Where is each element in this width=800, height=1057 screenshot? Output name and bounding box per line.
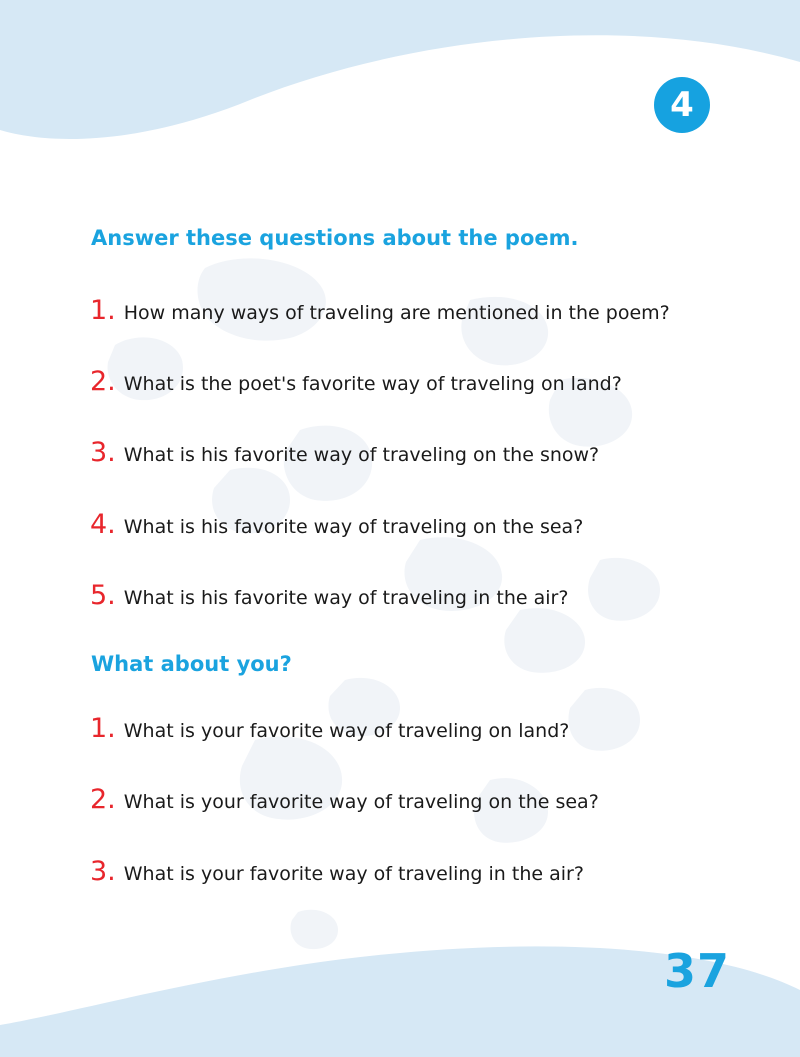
personal-question-3 xyxy=(90,856,584,892)
question-number: 4. xyxy=(90,509,116,540)
section-heading-poem-questions: Answer these questions about the poem. xyxy=(91,226,579,250)
question-number: 1. xyxy=(90,713,116,744)
unit-number: 4 xyxy=(670,85,694,125)
question-text: What is your favorite way of traveling in the air? xyxy=(123,863,584,885)
poem-question-5 xyxy=(90,580,568,616)
poem-question-2 xyxy=(90,366,622,402)
section-heading-what-about-you: What about you? xyxy=(91,652,292,676)
personal-question-2 xyxy=(90,784,599,820)
page-number: 37 xyxy=(664,944,731,998)
question-number: 3. xyxy=(90,856,116,887)
question-text: What is the poet's favorite way of traveling on land? xyxy=(123,373,622,395)
question-number: 2. xyxy=(90,784,116,815)
question-text: What is his favorite way of traveling in the air? xyxy=(123,587,569,609)
question-text: What is his favorite way of traveling on the sea? xyxy=(123,516,584,538)
question-number: 3. xyxy=(90,437,116,468)
poem-question-3 xyxy=(90,437,599,473)
question-number: 1. xyxy=(90,295,116,326)
question-number: 5. xyxy=(90,580,116,611)
poem-question-1 xyxy=(90,295,670,331)
question-text: What is his favorite way of traveling on the snow? xyxy=(123,444,600,466)
personal-question-1 xyxy=(90,713,569,749)
question-number: 2. xyxy=(90,366,116,397)
question-text: What is your favorite way of traveling on the sea? xyxy=(123,791,599,813)
question-text: How many ways of traveling are mentioned in the poem? xyxy=(123,302,670,324)
question-text: What is your favorite way of traveling on land? xyxy=(123,720,570,742)
poem-question-4 xyxy=(90,509,583,545)
unit-number-badge xyxy=(654,77,710,133)
